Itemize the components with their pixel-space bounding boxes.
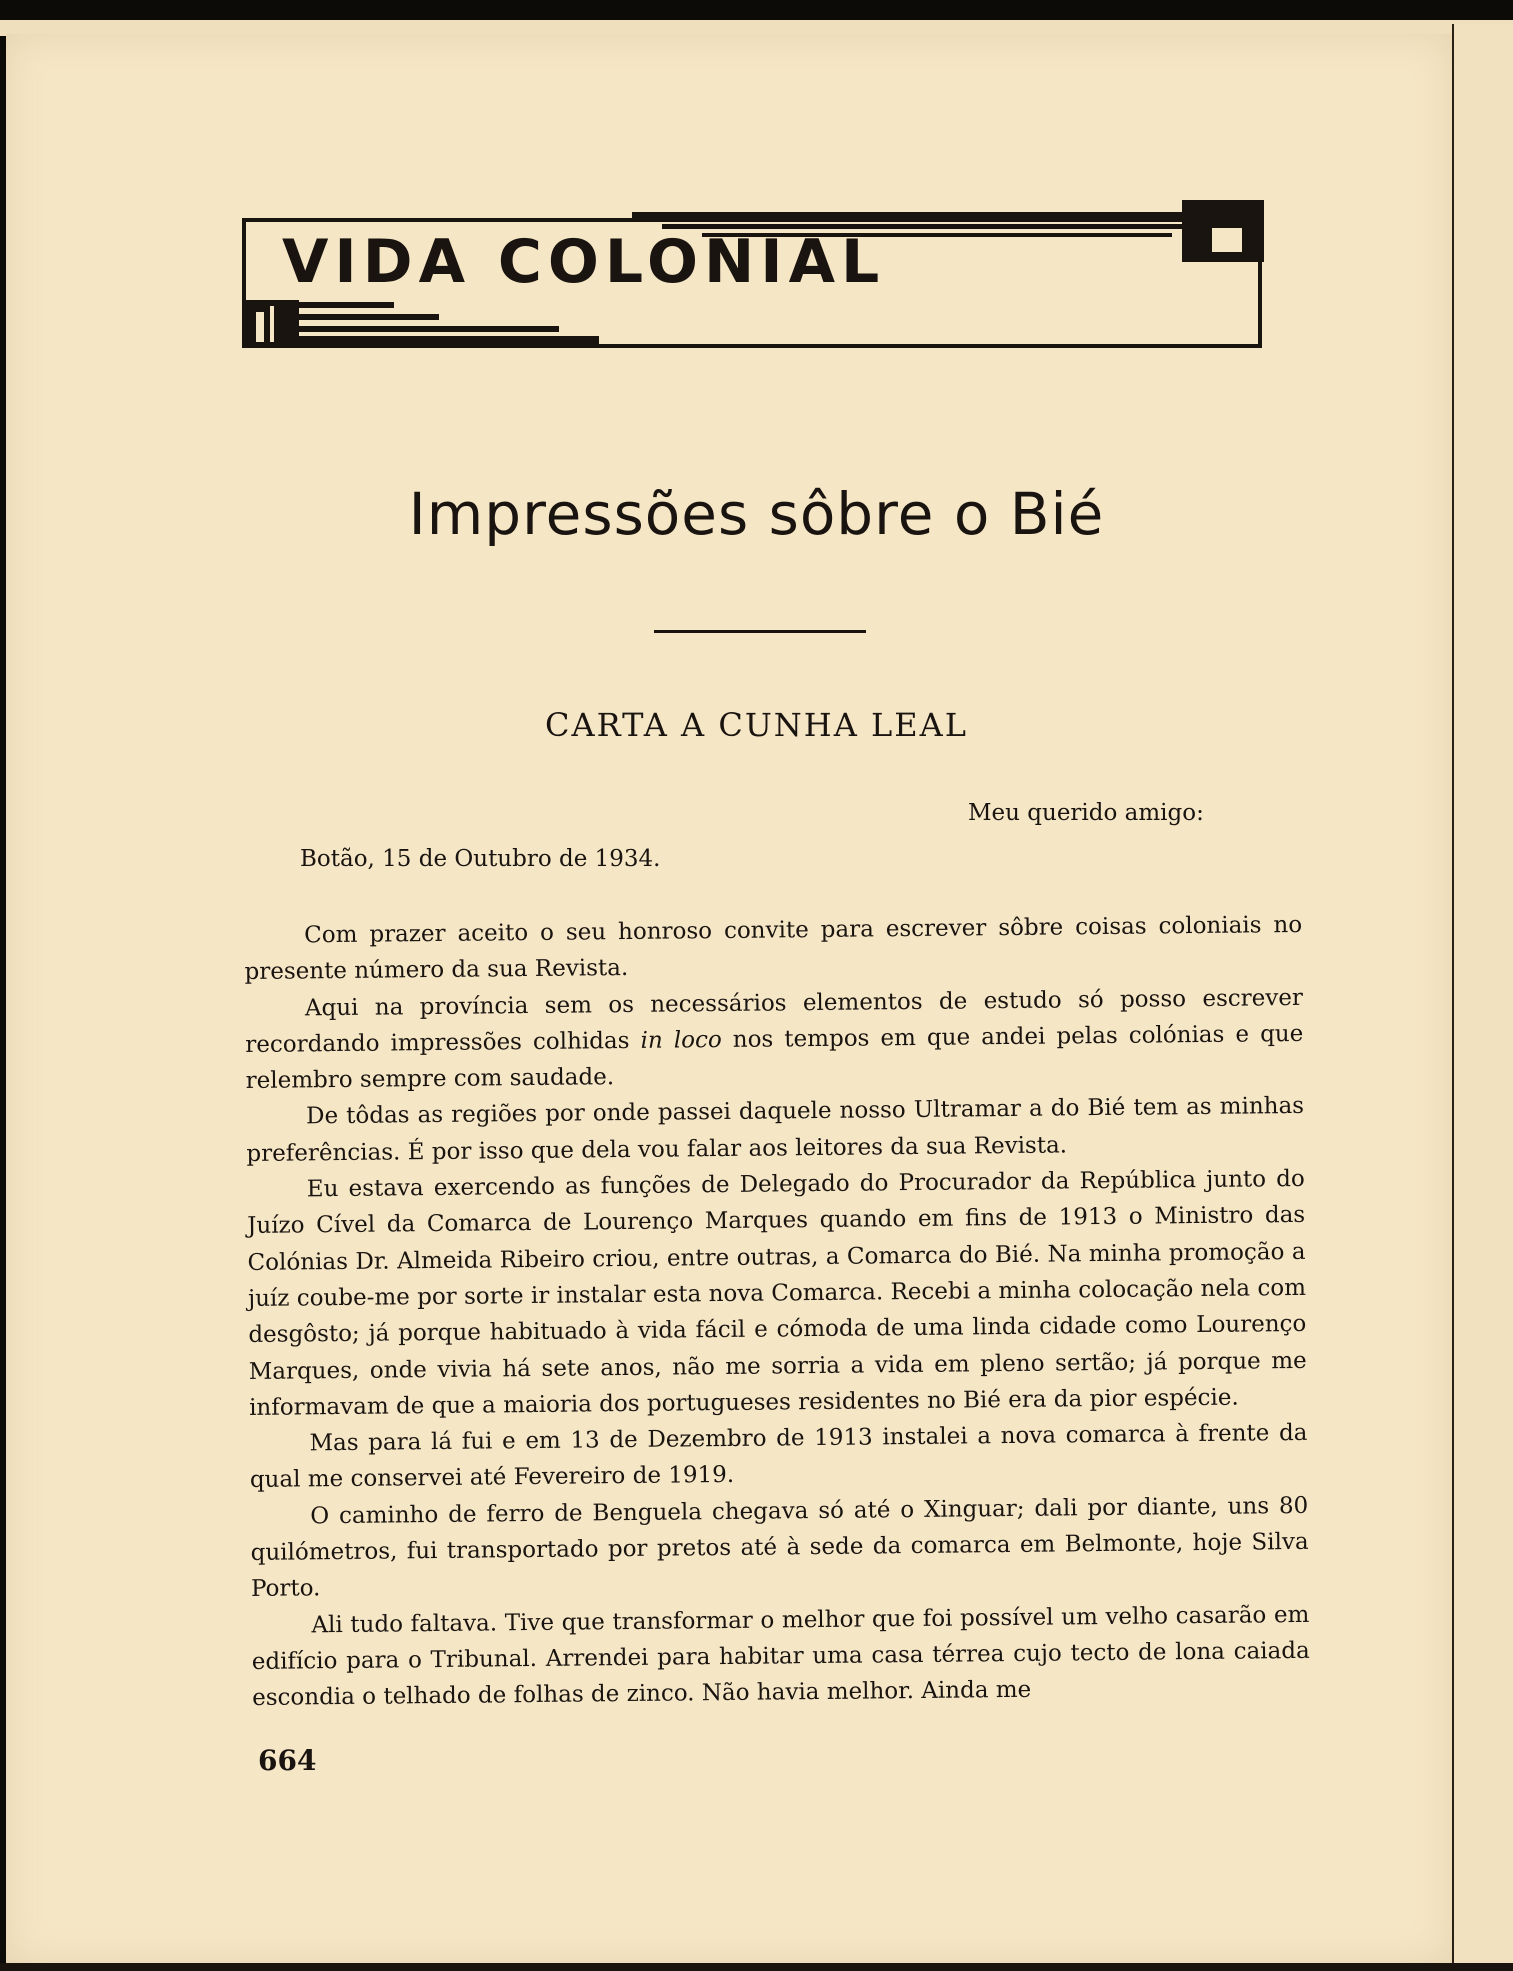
paragraph: Eu estava exercendo as funções de Delegado do Procurador da República junto do Juízo Cível da Comarca de Lourenço Marques quando em fins de 1913 o Ministro das Colónias Dr. Almeida Ribeiro criou, entre outras, a Comarca do Bié. Na minha promoção a juíz coube-me por sorte ir instalar esta nova Comarca. Recebi a minha colocação nela com desgôsto; já porque habituado à vida fácil e cómoda de uma linda cidade como Lourenço Marques, onde vivia há sete anos, não me sorria a vida em pleno sertão; já porque me informavam de que a maioria dos portugueses residentes no Bié era da pior espécie. bbox=[247, 1165, 1307, 1421]
article-body bbox=[244, 907, 1310, 1717]
article-subtitle: CARTA A CUNHA LEAL bbox=[545, 706, 968, 744]
paragraph: Aqui na província sem os necessários elementos de estudo só posso escrever recordando impressões colhidas in loco nos tempos em que andei pelas colónias e que relembro sempre com saudade. bbox=[245, 984, 1304, 1095]
salutation: Meu querido amigo: bbox=[968, 800, 1204, 826]
bottom-edge bbox=[0, 1963, 1513, 1971]
paragraph: Mas para lá fui e em 13 de Dezembro de 1913 instalei a nova comarca à frente da qual me conservei até Fevereiro de 1919. bbox=[249, 1420, 1308, 1494]
dateline: Botão, 15 de Outubro de 1934. bbox=[300, 846, 661, 872]
title-divider bbox=[654, 630, 866, 633]
vida-colonial-banner bbox=[242, 200, 1264, 348]
next-page-edge bbox=[1452, 24, 1513, 1971]
emphasis-in-loco: in loco bbox=[640, 1026, 722, 1054]
paragraph: O caminho de ferro de Benguela chegava só até o Xinguar; dali por diante, uns 80 quilómetros, fui transportado por pretos até à sede da comarca em Belmonte, hoje Silva Porto. bbox=[250, 1492, 1309, 1603]
paragraph: Com prazer aceito o seu honroso convite para escrever sôbre coisas coloniais no presente número da sua Revista. bbox=[244, 911, 1303, 986]
paragraph: De tôdas as regiões por onde passei daquele nosso Ultramar a do Bié tem as minhas preferências. É por isso que dela vou falar aos leitores da sua Revista. bbox=[246, 1093, 1305, 1167]
article-title: Impressões sôbre o Bié bbox=[408, 480, 1105, 548]
banner-word-vida: VIDA COLONIAL bbox=[282, 227, 886, 297]
page-number: 664 bbox=[258, 1744, 317, 1777]
paragraph: Ali tudo faltava. Tive que transformar o melhor que foi possível um velho casarão em edifício para o Tribunal. Arrendei para habitar uma casa térrea cujo tecto de lona caiada escondia o telhado de folhas de zinco. Não havia melhor. Ainda me bbox=[251, 1601, 1310, 1712]
